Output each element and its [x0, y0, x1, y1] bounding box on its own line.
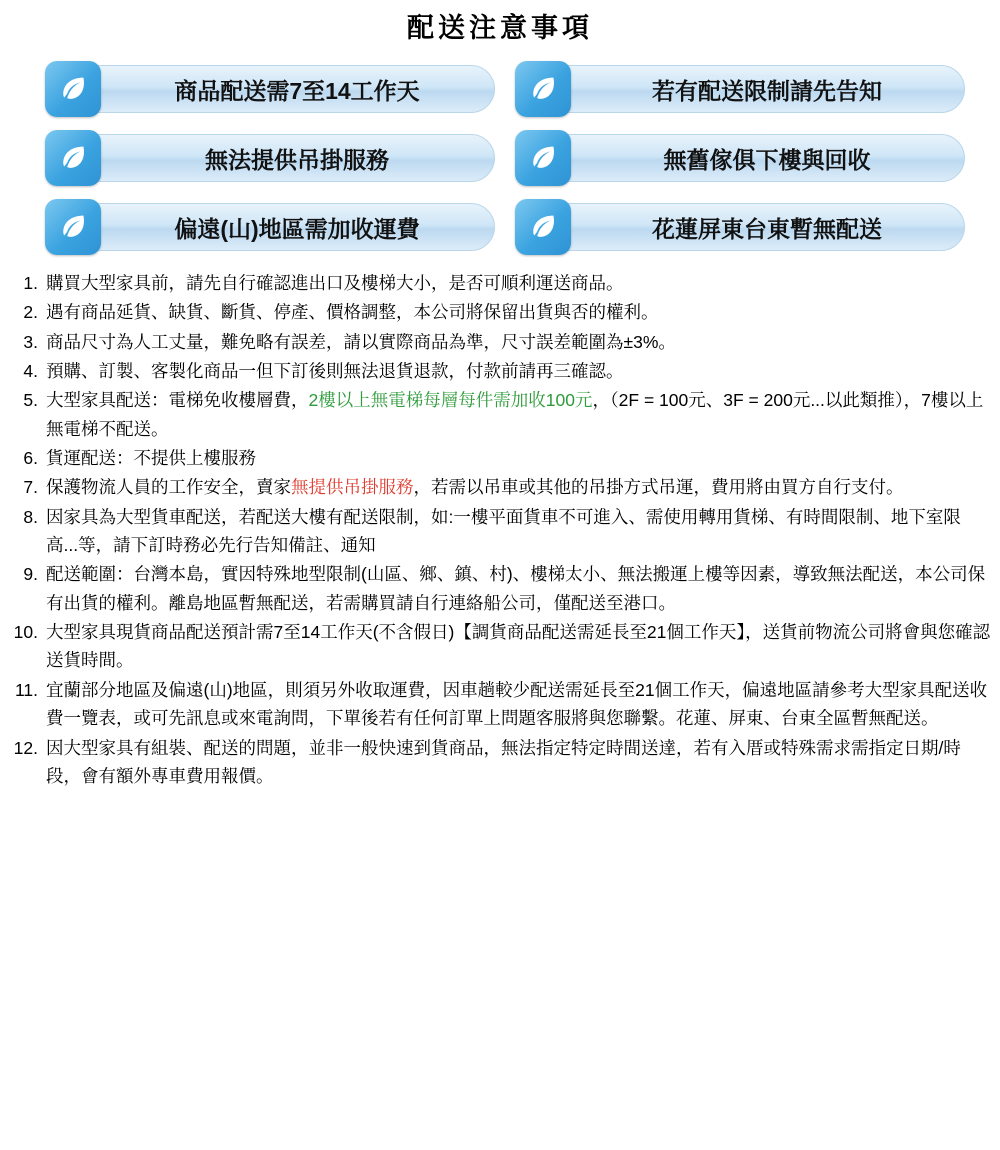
- note-text: 購買大型家具前，請先自行確認進出口及樓梯大小，是否可順利運送商品。: [46, 273, 624, 293]
- badge-label: 無法提供吊掛服務: [205, 146, 389, 173]
- badge-label: 花蓮屏東台東暫無配送: [652, 215, 882, 242]
- leaf-check-icon: [45, 61, 101, 117]
- badge-item: [45, 199, 505, 255]
- note-item: [6, 357, 992, 385]
- leaf-check-icon: [515, 199, 571, 255]
- leaf-check-icon: [515, 61, 571, 117]
- note-text: ，若需以吊車或其他的吊掛方式吊運，費用將由買方自行支付。: [413, 477, 904, 498]
- note-item: [6, 473, 992, 501]
- note-item: [6, 386, 992, 443]
- badge-label: 偏遠(山)地區需加收運費: [174, 215, 420, 242]
- leaf-check-icon: [45, 130, 101, 186]
- note-text: 因家具為大型貨車配送，若配送大樓有配送限制，如:一樓平面貨車不可進入、需使用轉用貨梯、有時間限制、地下室限高...等，請下訂時務必先行告知備註、通知: [46, 506, 961, 556]
- page-title: 配送注意事項: [407, 13, 593, 43]
- badge-label: 若有配送限制請先告知: [652, 77, 882, 104]
- note-item: [6, 560, 992, 617]
- note-text: 配送範圍：台灣本島，實因特殊地型限制(山區、鄉、鎮、村)、樓梯太小、無法搬運上樓等因素，導致無法配送，本公司保有出貨的權利。離島地區暫無配送，若需購買請自行連絡船公司，僅配送至港口。: [46, 564, 986, 613]
- note-text: 商品尺寸為人工丈量，難免略有誤差，請以實際商品為準，尺寸誤差範圍為±3%。: [46, 331, 676, 352]
- note-text: 無提供吊掛服務: [291, 477, 414, 498]
- badge-item: [515, 130, 975, 186]
- note-text: 大型家具現貨商品配送預計需7至14工作天(不含假日)【調貨商品配送需延長至21個工作天】，送貨前物流公司將會與您確認送貨時間。: [46, 622, 991, 671]
- note-text: 保護物流人員的工作安全，賣家: [46, 477, 291, 498]
- note-item: [6, 298, 992, 326]
- note-text: 貨運配送：不提供上樓服務: [46, 448, 256, 469]
- note-item: [6, 676, 992, 733]
- leaf-check-icon: [515, 130, 571, 186]
- note-text: 因大型家具有組裝、配送的問題，並非一般快速到貨商品，無法指定特定時間送達，若有入厝或特殊需求需指定日期/時段，會有額外專車費用報價。: [46, 737, 961, 786]
- badge-item: [45, 130, 505, 186]
- notes-list: [0, 269, 1000, 790]
- note-text: 遇有商品延貨、缺貨、斷貨、停產、價格調整，本公司將保留出貨與否的權利。: [46, 302, 659, 323]
- note-text: ，（2F = 100元、3F = 200元...以此類推），7樓以上無電梯不配送。: [46, 390, 984, 439]
- badge-label: 無舊傢俱下樓與回收: [663, 146, 871, 173]
- note-item: [6, 328, 992, 356]
- badge-item: [515, 199, 975, 255]
- note-item: [6, 444, 992, 472]
- badge-item: [45, 61, 505, 117]
- badge-grid: [0, 55, 1000, 255]
- note-text: 大型家具配送：電梯免收樓層費，: [46, 390, 309, 411]
- page-title-bar: [0, 0, 1000, 55]
- leaf-check-icon: [45, 199, 101, 255]
- note-item: [6, 269, 992, 297]
- note-item: [6, 734, 992, 791]
- note-text: 宜蘭部分地區及偏遠(山)地區，則須另外收取運費，因車趟較少配送需延長至21個工作天，偏遠地區請參考大型家具配送收費一覽表，或可先訊息或來電詢問，下單後若有任何訂單上問題客服將與您聯繫。花蓮、屏東、台東全區暫無配送。: [46, 679, 988, 729]
- note-text: 預購、訂製、客製化商品一但下訂後則無法退貨退款，付款前請再三確認。: [46, 361, 624, 382]
- badge-label: 商品配送需7至14工作天: [174, 77, 420, 104]
- note-item: [6, 618, 992, 675]
- note-item: [6, 503, 992, 560]
- badge-item: [515, 61, 975, 117]
- note-text: 2樓以上無電梯每層每件需加收100元: [308, 390, 593, 411]
